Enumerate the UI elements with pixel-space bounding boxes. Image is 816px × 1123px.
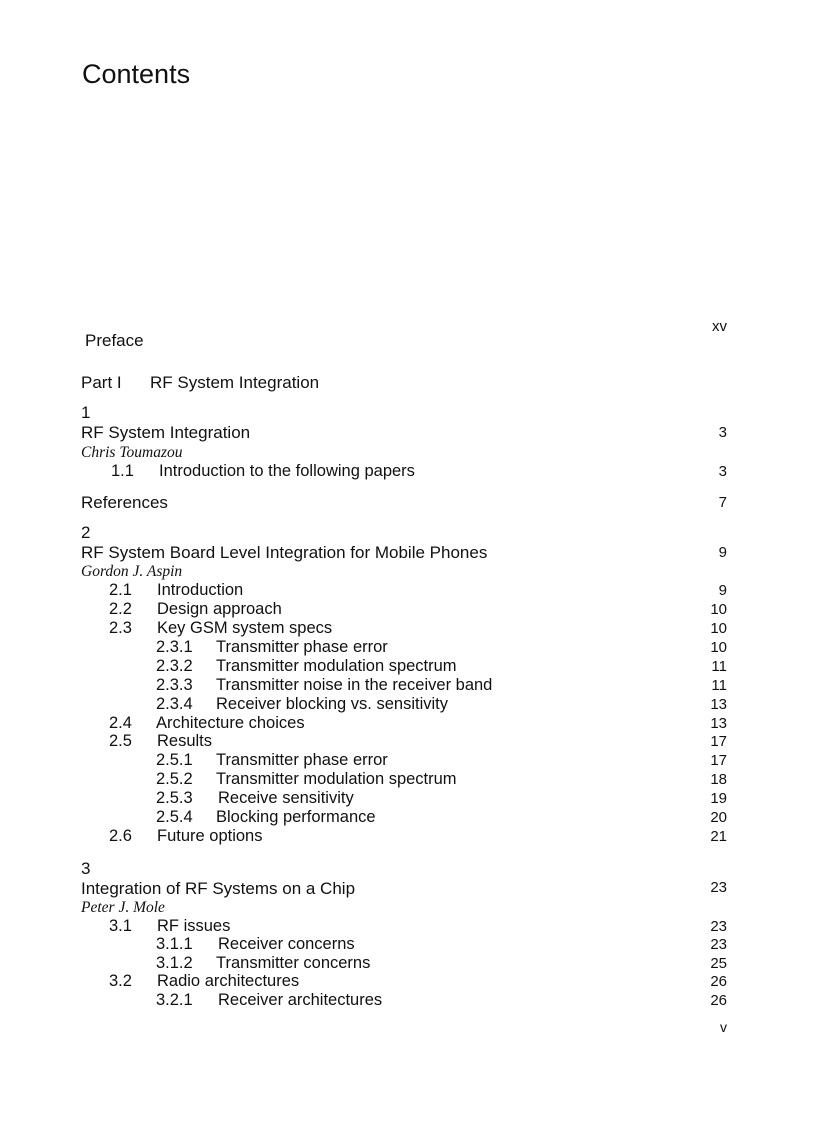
chapter-3-number: 3 [81, 859, 91, 878]
toc-section-title: Future options [157, 827, 263, 845]
toc-section-number: 3.2 [109, 972, 132, 990]
toc-section-number: 2.3 [109, 619, 132, 637]
toc-subsection-page: 18 [710, 771, 727, 788]
preface-label: Preface [85, 331, 144, 350]
toc-subsection-number: 2.5.2 [156, 770, 193, 788]
toc-subsection-title: Transmitter phase error [216, 751, 388, 769]
toc-subsection-page: 13 [710, 696, 727, 713]
toc-subsection-number: 3.1.1 [156, 935, 193, 953]
toc-section-page: 23 [710, 918, 727, 935]
toc-subsection-title: Transmitter noise in the receiver band [216, 676, 493, 694]
toc-subsection-number: 2.5.4 [156, 808, 193, 826]
toc-subsection-page: 19 [710, 790, 727, 807]
preface-page: xv [712, 318, 727, 335]
chapter-2-page: 9 [718, 544, 727, 561]
chapter-1-page: 3 [718, 424, 727, 441]
chapter-1-title: RF System Integration [81, 423, 251, 442]
toc-subsection-title: Transmitter concerns [216, 954, 371, 972]
part-label: Part I [81, 373, 122, 392]
toc-subsection-number: 2.3.2 [156, 657, 193, 675]
toc-subsection-title: Transmitter phase error [216, 638, 388, 656]
toc-subsection-title: Transmitter modulation spectrum [216, 657, 457, 675]
toc-subsection-page: 25 [710, 955, 727, 972]
chapter-3-author: Peter J. Mole [81, 899, 165, 916]
toc-subsection-number: 2.5.1 [156, 751, 193, 769]
toc-subsection-title: Receiver blocking vs. sensitivity [216, 695, 448, 713]
references-page: 7 [718, 494, 727, 511]
toc-subsection-page: 20 [710, 809, 727, 826]
toc-section-page: 26 [710, 973, 727, 990]
chapter-2-author: Gordon J. Aspin [81, 563, 183, 580]
toc-subsection-page: 26 [710, 992, 727, 1009]
toc-section-page: 3 [718, 463, 727, 480]
toc-subsection-title: Transmitter modulation spectrum [216, 770, 457, 788]
toc-subsection-page: 11 [711, 658, 727, 675]
chapter-1-number: 1 [81, 403, 91, 422]
toc-section-number: 3.1 [109, 917, 132, 935]
toc-section-number: 2.1 [109, 581, 132, 599]
toc-section-page: 9 [718, 582, 727, 599]
toc-section-page: 21 [710, 828, 727, 845]
page-number: v [720, 1019, 727, 1035]
toc-section-page: 10 [710, 601, 727, 618]
toc-subsection-number: 2.3.4 [156, 695, 193, 713]
toc-section-number: 2.2 [109, 600, 132, 618]
toc-subsection-title: Receiver architectures [218, 991, 383, 1009]
toc-section-page: 13 [710, 715, 727, 732]
toc-subsection-title: Blocking performance [216, 808, 376, 826]
toc-subsection-number: 2.3.1 [156, 638, 193, 656]
toc-subsection-title: Receiver concerns [218, 935, 355, 953]
toc-section-title: Architecture choices [156, 714, 305, 732]
chapter-2-number: 2 [81, 523, 91, 542]
toc-section-title: Introduction [157, 581, 244, 599]
chapter-3-title: Integration of RF Systems on a Chip [81, 879, 356, 898]
toc-subsection-page: 17 [710, 752, 727, 769]
toc-subsection-number: 3.1.2 [156, 954, 193, 972]
part-title: RF System Integration [150, 373, 320, 392]
toc-section-page: 10 [710, 620, 727, 637]
chapter-2-title: RF System Board Level Integration for Mobile Phones [81, 543, 488, 562]
chapter-1-author: Chris Toumazou [81, 444, 183, 461]
toc-subsection-page: 10 [710, 639, 727, 656]
toc-subsection-number: 3.2.1 [156, 991, 193, 1009]
toc-section-title: Results [157, 732, 213, 750]
toc-subsection-page: 11 [711, 677, 727, 694]
toc-section-number: 2.5 [109, 732, 132, 750]
chapter-3-page: 23 [710, 879, 727, 896]
toc-section-page: 17 [710, 733, 727, 750]
references-label: References [81, 493, 168, 512]
page-title: Contents [82, 59, 191, 89]
toc-subsection-title: Receive sensitivity [218, 789, 354, 807]
toc-section-number: 2.4 [109, 714, 132, 732]
toc-subsection-page: 23 [710, 936, 727, 953]
toc-subsection-number: 2.5.3 [156, 789, 193, 807]
toc-section-title: Design approach [157, 600, 282, 618]
toc-section-number: 1.1 [111, 462, 134, 480]
toc-section-title: Key GSM system specs [157, 619, 333, 637]
toc-subsection-number: 2.3.3 [156, 676, 193, 694]
toc-section-title: Radio architectures [157, 972, 300, 990]
toc-section-number: 2.6 [109, 827, 132, 845]
toc-section-title: Introduction to the following papers [159, 462, 415, 480]
toc-section-title: RF issues [157, 917, 231, 935]
